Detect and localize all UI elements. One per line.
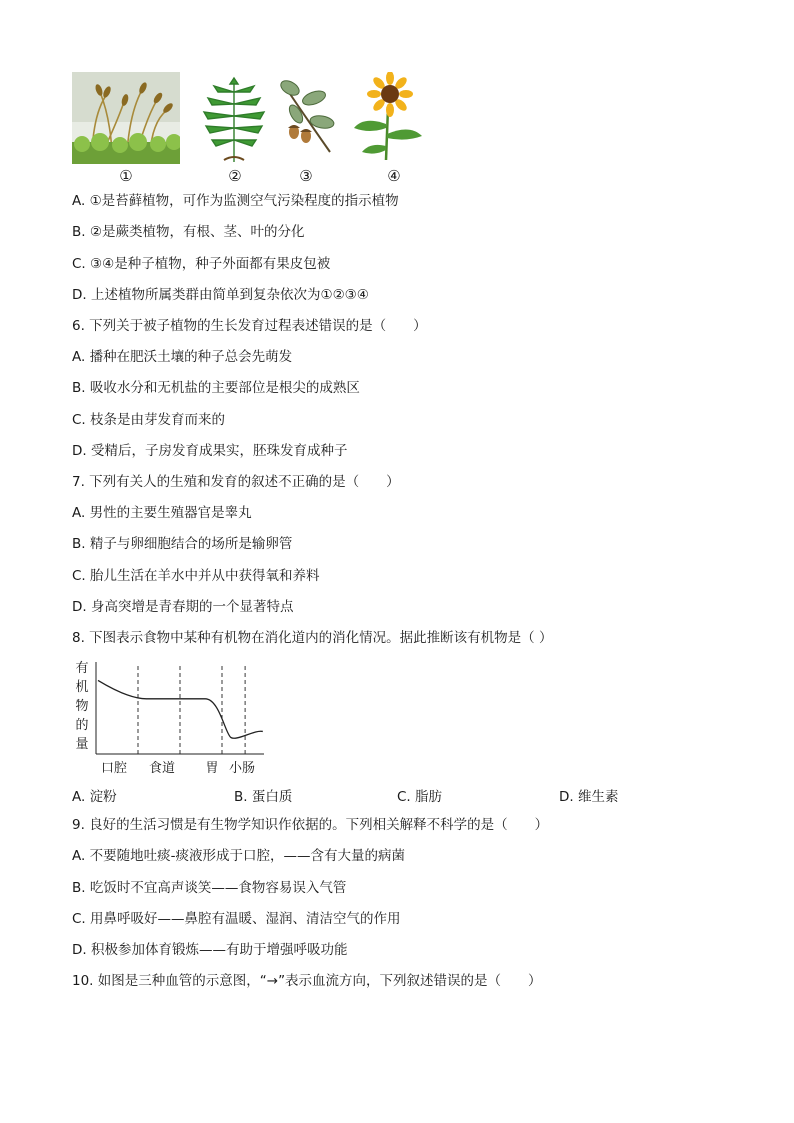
q5-option-c: C. ③④是种子植物，种子外面都有果皮包被 (72, 256, 331, 272)
moss-photo-icon (72, 72, 180, 164)
q7-stem: 7. 下列有关人的生殖和发育的叙述不正确的是（ ） (72, 474, 400, 490)
x-tick-label: 口腔 (100, 761, 128, 776)
plant-figure (72, 72, 442, 187)
q5-option-d: D. 上述植物所属类群由简单到复杂依次为①②③④ (72, 287, 369, 303)
digestion-chart (72, 658, 272, 778)
y-axis-label-char: 机 (75, 680, 89, 695)
digestion-chart-svg (72, 658, 272, 778)
q9-option-c: C. 用鼻呼吸好——鼻腔有温暖、湿润、清洁空气的作用 (72, 911, 401, 927)
q7-option-a: A. 男性的主要生殖器官是睾丸 (72, 505, 252, 521)
y-axis-label-char: 物 (75, 699, 89, 714)
q8-option-b: B. 蛋白质 (234, 789, 293, 805)
y-axis-label-char: 量 (75, 737, 89, 752)
q6-option-b: B. 吸收水分和无机盐的主要部位是根尖的成熟区 (72, 380, 360, 396)
q10-stem: 10. 如图是三种血管的示意图，“→”表示血流方向，下列叙述错误的是（ ） (72, 973, 542, 989)
acorn-branch-icon (272, 72, 340, 164)
x-tick-label: 胃 (205, 761, 219, 776)
plant-label-4: ④ (387, 167, 401, 185)
q7-option-c: C. 胎儿生活在羊水中并从中获得氧和养料 (72, 568, 320, 584)
plant-label-2: ② (228, 167, 242, 185)
y-axis-label-char: 有 (75, 661, 89, 676)
q8-stem: 8. 下图表示食物中某种有机物在消化道内的消化情况。据此推断该有机物是（ ） (72, 630, 553, 646)
q7-option-d: D. 身高突增是青春期的一个显著特点 (72, 599, 294, 615)
q5-option-a: A. ①是苔藓植物，可作为监测空气污染程度的指示植物 (72, 193, 399, 209)
y-axis-label-char: 的 (75, 718, 89, 733)
q9-option-d: D. 积极参加体育锻炼——有助于增强呼吸功能 (72, 942, 348, 958)
fern-icon (194, 72, 274, 164)
q6-option-d: D. 受精后，子房发育成果实，胚珠发育成种子 (72, 443, 348, 459)
plant-label-1: ① (119, 167, 133, 185)
q7-option-b: B. 精子与卵细胞结合的场所是输卵管 (72, 536, 293, 552)
q9-option-b: B. 吃饭时不宜高声谈笑——食物容易误入气管 (72, 880, 347, 896)
q6-stem: 6. 下列关于被子植物的生长发育过程表述错误的是（ ） (72, 318, 427, 334)
q9-option-a: A. 不要随地吐痰-痰液形成于口腔，——含有大量的病菌 (72, 848, 405, 864)
x-tick-label: 小肠 (228, 761, 256, 776)
x-tick-label: 食道 (148, 761, 176, 776)
q6-option-c: C. 枝条是由芽发育而来的 (72, 412, 226, 428)
sunflower-icon (350, 72, 434, 164)
q8-option-c: C. 脂肪 (397, 789, 443, 805)
q8-option-a: A. 淀粉 (72, 789, 117, 805)
q8-options (72, 785, 672, 803)
q8-option-d: D. 维生素 (559, 789, 619, 805)
q6-option-a: A. 播种在肥沃土壤的种子总会先萌发 (72, 349, 293, 365)
q5-option-b: B. ②是蕨类植物，有根、茎、叶的分化 (72, 224, 305, 240)
q9-stem: 9. 良好的生活习惯是有生物学知识作依据的。下列相关解释不科学的是（ ） (72, 817, 549, 833)
plant-label-3: ③ (299, 167, 313, 185)
